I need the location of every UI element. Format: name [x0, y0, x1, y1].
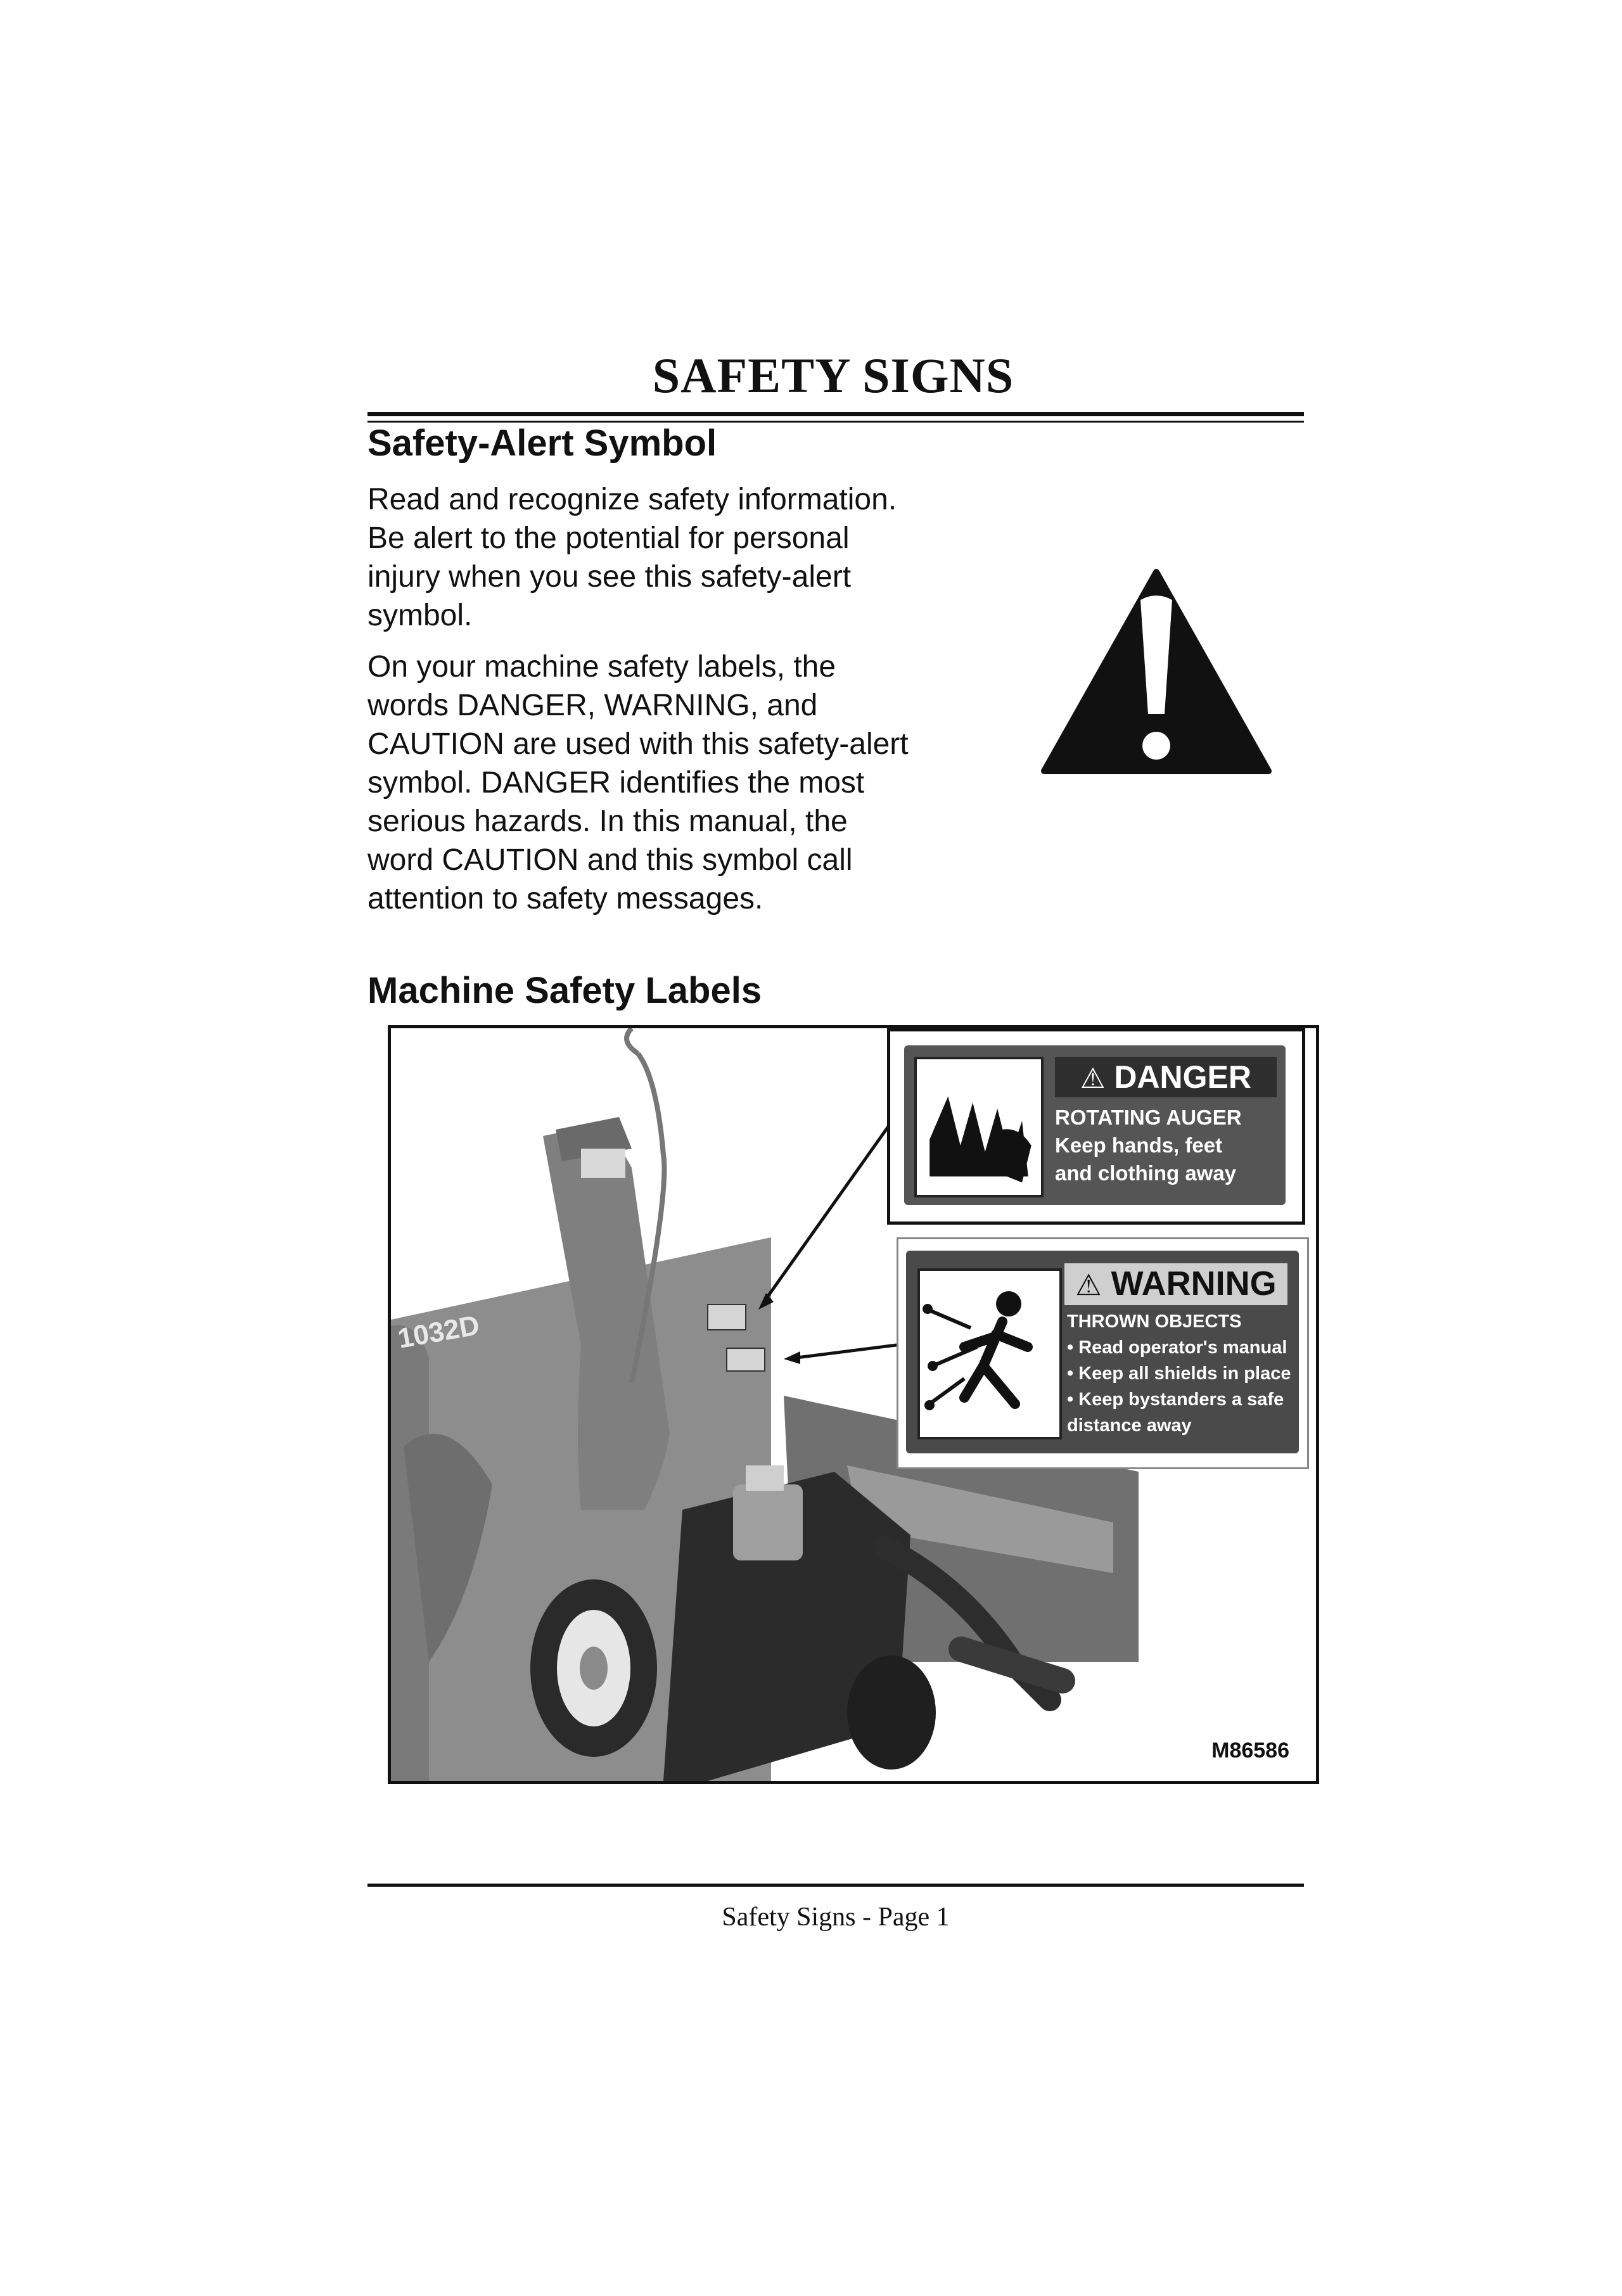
danger-message: ROTATING AUGER Keep hands, feet and clothing away	[1055, 1106, 1242, 1185]
machine-labels-heading: Machine Safety Labels	[367, 970, 762, 1011]
page-footer: Safety Signs - Page 1	[722, 1903, 950, 1932]
model-badge: 1032D	[395, 1310, 482, 1355]
machine-figure	[388, 1025, 1319, 1784]
page-title: SAFETY SIGNS	[652, 348, 1014, 403]
warning-label-callout	[897, 1237, 1309, 1469]
thrown-objects-person-icon	[917, 1268, 1062, 1439]
warning-alert-icon: ⚠	[1075, 1268, 1102, 1301]
figure-id: M86586	[1211, 1738, 1289, 1763]
danger-sign	[904, 1045, 1286, 1205]
safety-alert-triangle-icon	[1039, 567, 1274, 776]
safety-alert-paragraph-2: On your machine safety labels, the words DANGER, WARNING, and CAUTION are used with this safety-alert symbol. DANGER identifies the most serious hazards. In this manual, the word CAUTION and this symbol call attention to safety messages.	[367, 650, 909, 915]
safety-alert-heading: Safety-Alert Symbol	[367, 423, 717, 464]
rotating-auger-hand-icon	[914, 1057, 1044, 1197]
warning-signal-word: ⚠ WARNING	[1064, 1263, 1287, 1305]
danger-label-callout	[887, 1028, 1305, 1225]
title-rule-thick	[367, 412, 1304, 416]
footer-rule	[367, 1884, 1304, 1887]
danger-signal-word: ⚠ DANGER	[1055, 1057, 1277, 1097]
warning-sign	[906, 1251, 1299, 1453]
warning-message: THROWN OBJECTS • Read operator's manual • Keep all shields in place • Keep bystanders a safe distance away	[1067, 1311, 1291, 1436]
danger-alert-icon: ⚠	[1080, 1063, 1106, 1094]
safety-alert-paragraph-1: Read and recognize safety information. Be alert to the potential for personal injury when you see this safety-alert symbol.	[367, 483, 897, 632]
